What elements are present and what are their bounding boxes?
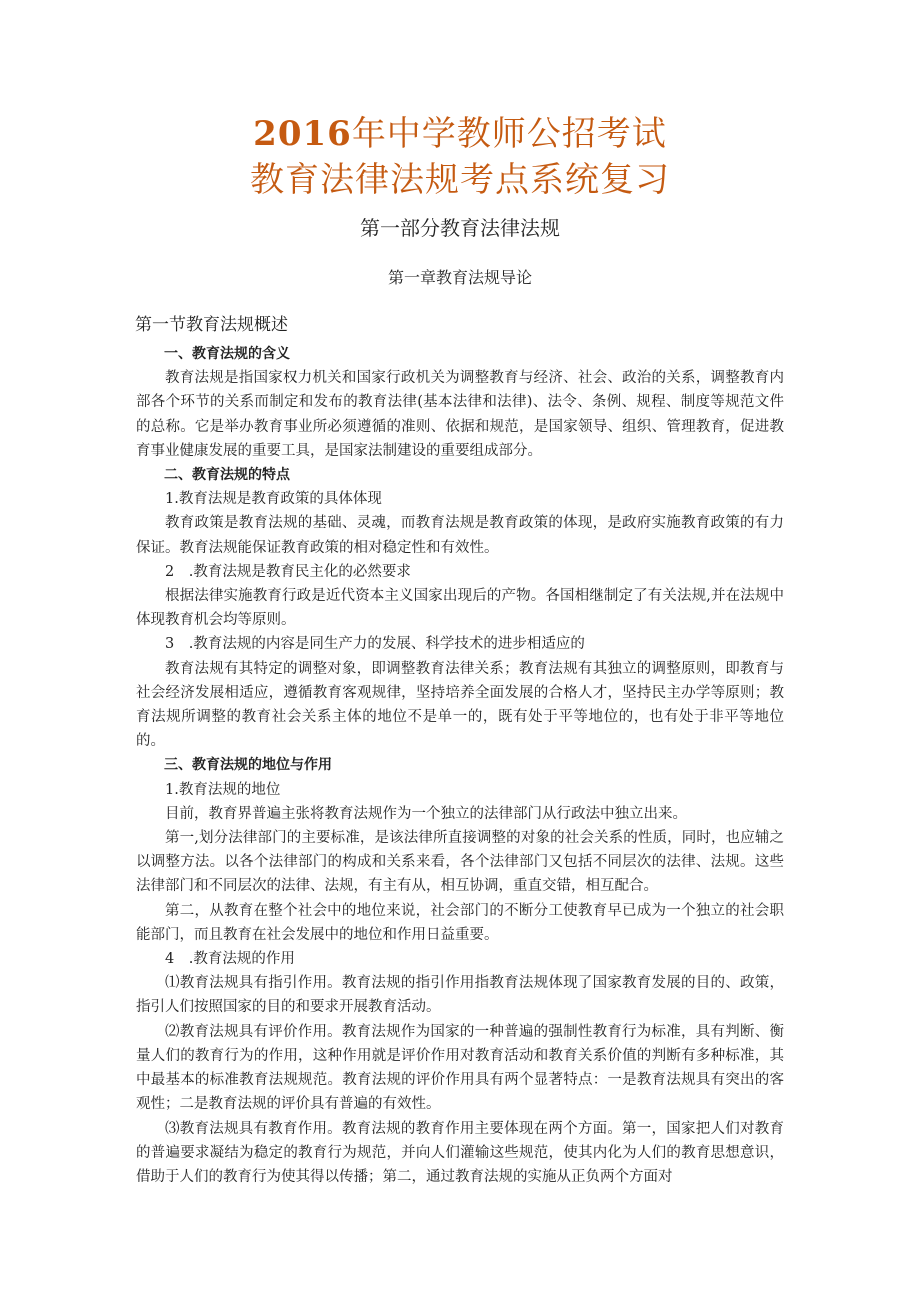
section-title: 第一节教育法规概述 bbox=[135, 315, 288, 335]
paragraph: 根据法律实施教育行政是近代资本主义国家出现后的产物。各国相继制定了有关法规,并在法规中体现教育机会均等原则。 bbox=[136, 588, 784, 629]
document-title-line2: 教育法律法规考点系统复习 bbox=[250, 160, 670, 200]
paragraph: ⑶教育法规具有教育作用。教育法规的教育作用主要体现在两个方面。第一，国家把人们对教育的普遍要求凝结为稳定的教育行为规范，并向人们灌输这些规范，使其内化为人们的教育思想意识，借助于人们的教育行为使其得以传播；第二，通过教育法规的实施从正负两个方面对 bbox=[136, 1120, 784, 1185]
paragraph: ⑴教育法规具有指引作用。教育法规的指引作用指教育法规体现了国家教育发展的目的、政策，指引人们按照国家的目的和要求开展教育活动。 bbox=[136, 975, 784, 1016]
paragraph: ⑵教育法规具有评价作用。教育法规作为国家的一种普遍的强制性教育行为标准，具有判断、衡量人们的教育行为的作用，这种作用就是评价作用对教育活动和教育关系价值的判断有多种标准，其中最基本的标准教育法规规范。教育法规的评价作用具有两个显著特点：一是教育法规具有突出的客观性；二是教育法规的评价具有普遍的有效性。 bbox=[136, 1023, 784, 1113]
subheading: 2 .教育法规是教育民主化的必然要求 bbox=[165, 563, 411, 580]
subheading: 4 .教育法规的作用 bbox=[165, 951, 295, 968]
subheading: 1.教育法规是教育政策的具体体现 bbox=[165, 491, 382, 508]
document-title-line1 bbox=[0, 112, 920, 156]
title-line1-text: 年中学教师公招考试 bbox=[351, 114, 667, 154]
heading: 一、教育法规的含义 bbox=[164, 346, 290, 362]
part-title: 第一部分教育法律法规 bbox=[360, 216, 560, 240]
paragraph: 教育法规是指国家权力机关和国家行政机关为调整教育与经济、社会、政治的关系，调整教育内部各个环节的关系而制定和发布的教育法律(基本法律和法律)、法令、条例、规程、制度等规范文件的总称。它是举办教育事业所必须遵循的准则、依据和规范，是国家领导、组织、管理教育，促进教育事业健康发展的重要工具，是国家法制建设的重要组成部分。 bbox=[136, 370, 784, 459]
subheading: 3 .教育法规的内容是同生产力的发展、科学技术的进步相适应的 bbox=[165, 636, 585, 653]
paragraph: 第二，从教育在整个社会中的地位来说，社会部门的不断分工使教育早已成为一个独立的社会职能部门，而且教育在社会发展中的地位和作用日益重要。 bbox=[136, 902, 784, 943]
heading: 二、教育法规的特点 bbox=[164, 467, 290, 484]
document-body bbox=[136, 342, 784, 1189]
paragraph: 教育政策是教育法规的基础、灵魂，而教育法规是教育政策的体现，是政府实施教育政策的有力保证。教育法规能保证教育政策的相对稳定性和有效性。 bbox=[136, 515, 784, 556]
paragraph: 目前，教育界普遍主张将教育法规作为一个独立的法律部门从行政法中独立出来。 bbox=[165, 805, 687, 822]
heading: 三、教育法规的地位与作用 bbox=[164, 757, 332, 774]
title-year: 2016 bbox=[253, 114, 352, 154]
paragraph: 教育法规有其特定的调整对象，即调整教育法律关系；教育法规有其独立的调整原则，即教育与社会经济发展相适应，遵循教育客观规律，坚持培养全面发展的合格人才，坚持民主办学等原则；教育法规所调整的教育社会关系主体的地位不是单一的，既有处于平等地位的，也有处于非平等地位的。 bbox=[136, 660, 784, 750]
paragraph: 第一,划分法律部门的主要标准，是该法律所直接调整的对象的社会关系的性质，同时，也应辅之以调整方法。以各个法律部门的构成和关系来看，各个法律部门又包括不同层次的法律、法规。这些法律部门和不同层次的法律、法规，有主有从，相互协调，重直交错，相互配合。 bbox=[136, 830, 784, 895]
chapter-title: 第一章教育法规导论 bbox=[387, 268, 532, 287]
subheading: 1.教育法规的地位 bbox=[165, 781, 281, 798]
